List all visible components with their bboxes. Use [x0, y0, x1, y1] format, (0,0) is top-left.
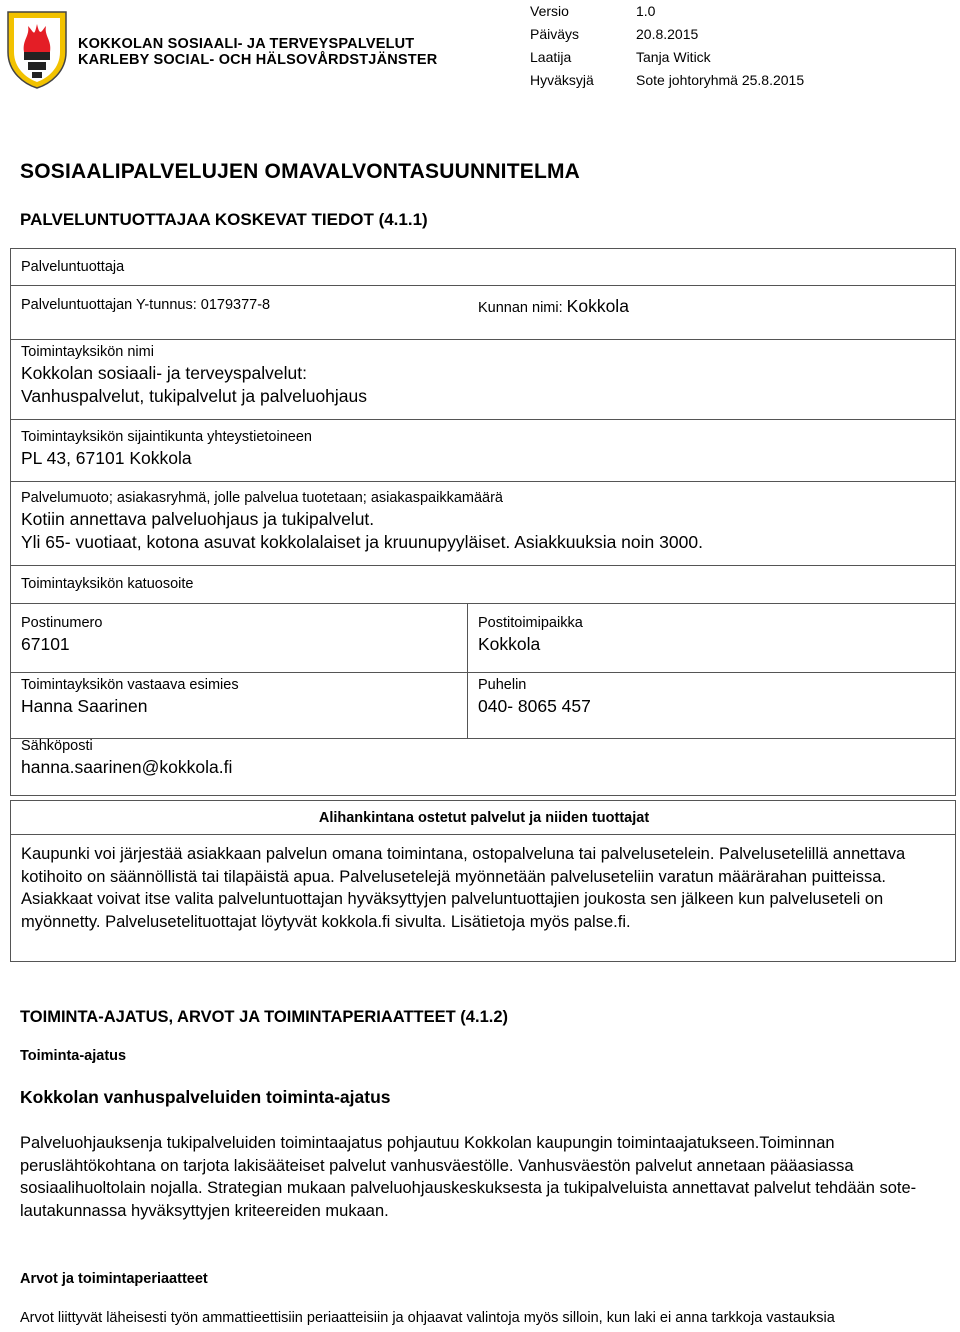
document-title: SOSIAALIPALVELUJEN OMAVALVONTASUUNNITELMA [20, 160, 581, 183]
municipality-label: Kunnan nimi: [478, 300, 567, 316]
divider [11, 738, 955, 739]
section-heading: TOIMINTA-AJATUS, ARVOT JA TOIMINTAPERIAATTEET (4.1.2) [20, 1008, 508, 1026]
location-label: Toimintayksikön sijaintikunta yhteystietoineen [21, 429, 312, 445]
divider [11, 565, 955, 566]
meta-key: Laatija [530, 49, 572, 65]
postal-code-value: 67101 [21, 634, 70, 654]
municipality-value: Kokkola [566, 296, 629, 316]
mission-paragraph: Palveluohjauksenja tukipalveluiden toimintaajatus pohjautuu Kokkolan kaupungin toimintaajatukseen.Toiminnan peruslähtökohtana on tarjota lakisääteiset palvelut vanhusväestölle. Vanhusväestön palvelut annetaan pääasiassa sosiaalihuoltolain nojalla. Strategian mukaan palveluohjauskeskuksesta ja tukipalveluista annettavat palvelut tehdään sote-lautakunnassa hyväksyttyjen kriteereiden mukaan. [20, 1134, 917, 1220]
service-line1: Kotiin annettava palveluohjaus ja tukipalvelut. [21, 509, 375, 529]
meta-row [530, 0, 804, 23]
organization-name-sv: KARLEBY SOCIAL- OCH HÄLSOVÅRDSTJÄNSTER [78, 52, 438, 68]
divider [11, 285, 955, 286]
outsourcing-title: Alihankintana ostetut palvelut ja niiden tuottajat [318, 810, 650, 826]
outsourcing-box [10, 800, 956, 962]
mission-heading: Kokkolan vanhuspalveluiden toiminta-ajatus [20, 1087, 391, 1107]
meta-row [530, 69, 804, 92]
meta-row [530, 46, 804, 69]
municipality-field [478, 296, 629, 317]
meta-row [530, 23, 804, 46]
business-id-field: Palveluntuottajan Y-tunnus: 0179377-8 [21, 297, 271, 313]
meta-value: Sote johtoryhmä 25.8.2015 [636, 72, 805, 88]
service-label: Palvelumuoto; asiakasryhmä, jolle palvelua tuotetaan; asiakaspaikkamäärä [21, 490, 503, 506]
city-label: Postitoimipaikka [478, 615, 583, 631]
unit-name-line1: Kokkolan sosiaali- ja terveyspalvelut: [21, 363, 307, 383]
kokkola-coat-of-arms-icon [4, 8, 70, 90]
document-metadata [530, 0, 804, 92]
location-value: PL 43, 67101 Kokkola [21, 448, 192, 468]
email-value: hanna.saarinen@kokkola.fi [21, 757, 233, 777]
outsourcing-text: Kaupunki voi järjestää asiakkaan palvelun omana toimintana, ostopalveluna tai palvelusetelein. Palvelusetelillä annettava kotihoito on säännöllistä tai tilapäistä apua. Palvelusetelejä myönnetään palveluseteliin varatun määrärahan puitteissa. Asiakkaat voivat itse valita palveluntuottajan hyväksyttyjen palveluntuottajien joukosta sen jälkeen kun palveluseteli on myönnetty. Palvelusetelituottajat löytyvät kokkola.fi sivulta. Lisätietoja myös palse.fi. [21, 845, 906, 931]
organization-name-fi: KOKKOLAN SOSIAALI- JA TERVEYSPALVELUT [78, 36, 415, 52]
section-heading: PALVELUNTUOTTAJAA KOSKEVAT TIEDOT (4.1.1) [20, 210, 428, 229]
divider [11, 339, 955, 340]
postal-code-label: Postinumero [21, 615, 103, 631]
city-value: Kokkola [478, 634, 541, 654]
provider-info-box [10, 248, 956, 796]
subsection-heading: Toiminta-ajatus [20, 1048, 127, 1064]
values-paragraph: Arvot liittyvät läheisesti työn ammattieettisiin periaatteisiin ja ohjaavat valintoja myös silloin, kun laki ei anna tarkkoja vastauksia [20, 1310, 835, 1326]
meta-key: Hyväksyjä [530, 72, 594, 88]
service-line2: Yli 65- vuotiaat, kotona asuvat kokkolalaiset ja kruunupyyläiset. Asiakkuuksia noin 3000. [21, 532, 703, 552]
provider-section-label: Palveluntuottaja [21, 259, 125, 275]
manager-label: Toimintayksikön vastaava esimies [21, 677, 239, 693]
column-divider [467, 603, 468, 739]
divider [11, 834, 955, 835]
divider [11, 672, 955, 673]
subsection-heading: Arvot ja toimintaperiaatteet [20, 1271, 208, 1287]
unit-name-line2: Vanhuspalvelut, tukipalvelut ja palveluohjaus [21, 386, 368, 406]
email-label: Sähköposti [21, 738, 93, 754]
meta-value: 20.8.2015 [636, 26, 699, 42]
manager-value: Hanna Saarinen [21, 696, 148, 716]
divider [11, 419, 955, 420]
divider [11, 603, 955, 604]
meta-key: Päiväys [530, 26, 580, 42]
meta-key: Versio [530, 3, 569, 19]
meta-value: Tanja Witick [636, 49, 711, 65]
meta-value: 1.0 [636, 3, 656, 19]
divider [11, 481, 955, 482]
phone-label: Puhelin [478, 677, 527, 693]
street-address-label: Toimintayksikön katuosoite [21, 576, 194, 592]
unit-name-label: Toimintayksikön nimi [21, 344, 154, 360]
phone-value: 040- 8065 457 [478, 696, 591, 716]
